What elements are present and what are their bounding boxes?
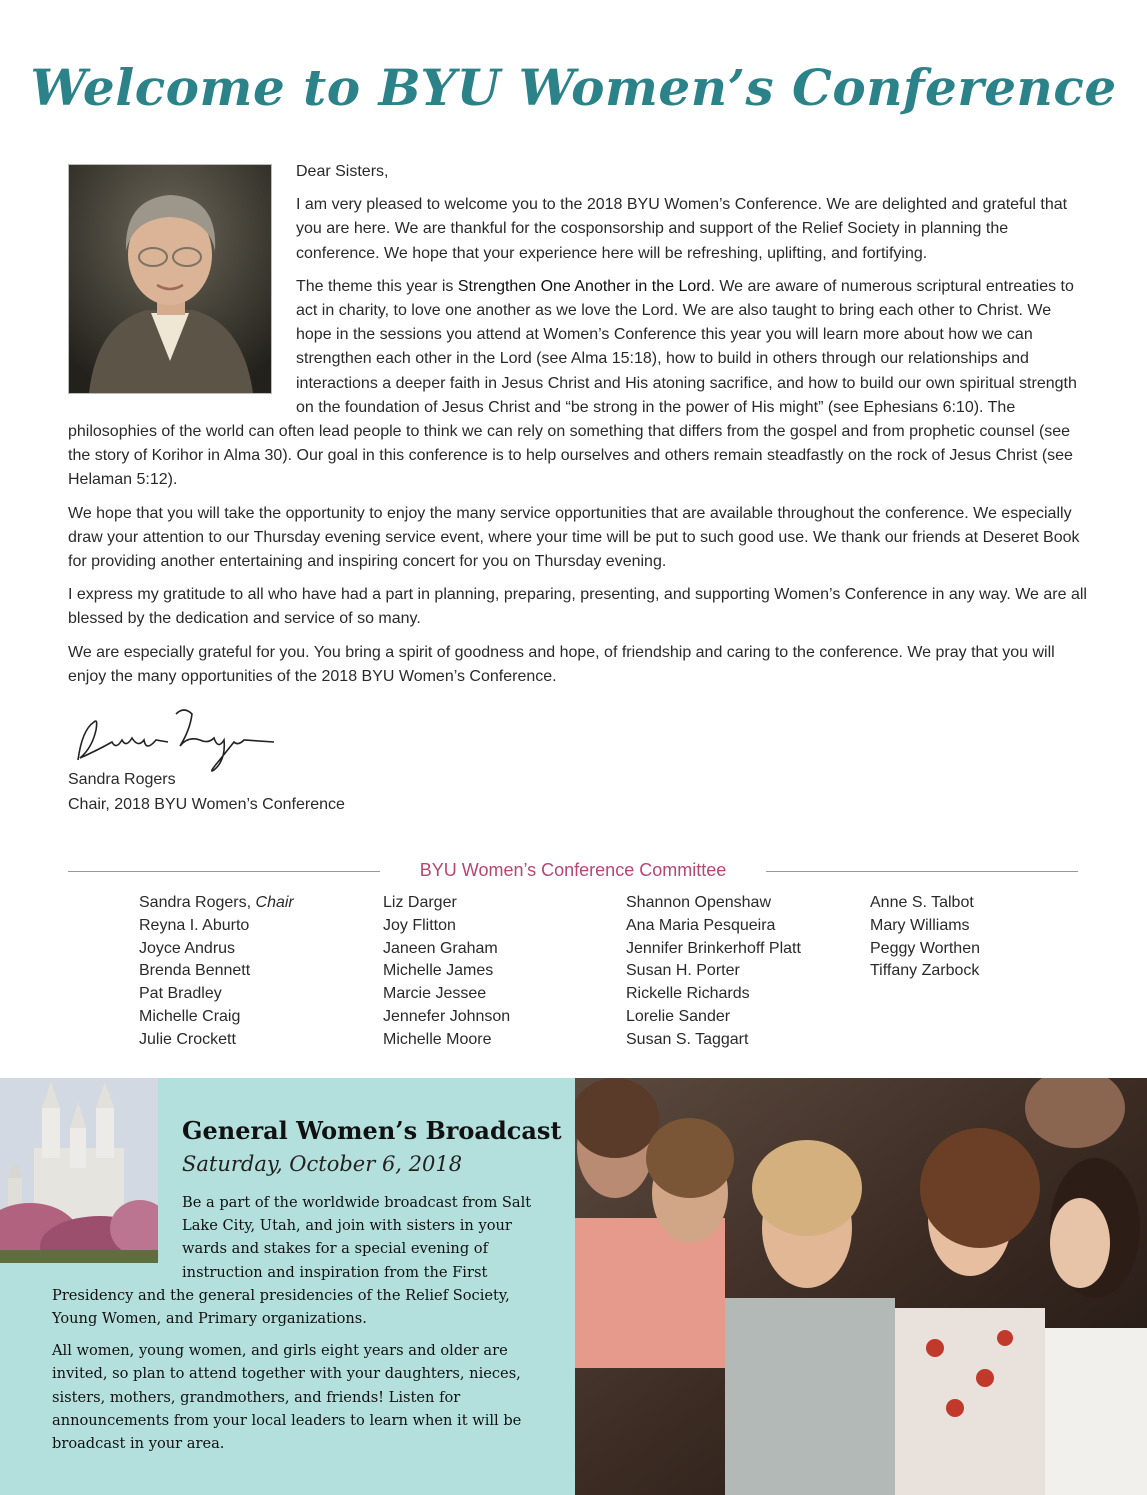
broadcast-date: Saturday, October 6, 2018 <box>182 1152 463 1176</box>
committee-member: Michelle Craig <box>139 1007 241 1025</box>
committee-member: Ana Maria Pesqueira <box>626 916 776 934</box>
broadcast-paragraph-1: Be a part of the worldwide broadcast from Salt Lake City, Utah, and join with sisters in your wards and stakes for a special evening of instruction and inspiration from the First Presidency and the general presidencies of the Relief Society, Young Women, and Primary organizations. <box>52 1194 532 1328</box>
committee-member: Michelle James <box>383 962 494 980</box>
committee-member: Susan H. Porter <box>626 962 740 980</box>
committee-member: Anne S. Talbot <box>870 894 974 911</box>
signer-title: Chair, 2018 BYU Women’s Conference <box>68 796 345 813</box>
committee-member: Marcie Jessee <box>383 985 487 1003</box>
committee-heading <box>68 858 1078 884</box>
committee-member: Janeen Graham <box>383 939 498 957</box>
committee-member: Rickelle Richards <box>626 985 750 1003</box>
committee-column-3 <box>626 892 866 1052</box>
committee-member: Reyna I. Aburto <box>139 916 250 934</box>
letter-paragraph-2: The theme this year is Strengthen One Another in the Lord. We are aware of numerous scriptural entreaties to act in charity, to love one another as we love the Lord. We are also taught to bring each other to Christ. We hope in the sessions you attend at Women’s Conference this year you will learn more about how we can strengthen each other in the Lord (see Alma 15:18), how to build in others through our relationships and interactions a deeper faith in Jesus Christ and His atoning sacrifice, and how to build our own spiritual strength on the foundation of Jesus Christ and “be strong in the power of His might” (see Ephesians 6:10). The philosophies of the world can often lead people to think we can rely on something that differs from the gospel and from prophetic counsel (see the story of Korihor in Alma 30). Our goal in this conference is to help ourselves and others remain steadfastly on the rock of Jesus Christ (see Helaman 5:12). <box>68 277 1077 489</box>
committee-column-1 <box>139 892 379 1052</box>
committee-member: Mary Williams <box>870 916 970 934</box>
committee-member: Joyce Andrus <box>139 939 236 957</box>
welcome-letter <box>68 160 1088 698</box>
broadcast-text <box>52 1191 552 1464</box>
page-title: Welcome to BYU Women’s Conference <box>30 58 1117 117</box>
committee-column-4 <box>870 892 1110 983</box>
broadcast-title: General Women’s Broadcast <box>182 1116 562 1145</box>
signer-name: Sandra Rogers <box>68 771 176 788</box>
audience-photo <box>575 1078 1147 1495</box>
conference-theme: Strengthen One Another in the Lord <box>457 277 711 295</box>
salutation: Dear Sisters, <box>296 163 389 180</box>
committee-member: Tiffany Zarbock <box>870 962 980 980</box>
committee-member: Julie Crockett <box>139 1030 236 1048</box>
committee-heading-label: BYU Women’s Conference Committee <box>408 860 738 880</box>
committee-member: Lorelie Sander <box>626 1007 731 1025</box>
committee-member: Shannon Openshaw <box>626 894 771 911</box>
committee-member: Sandra Rogers, Chair <box>139 894 294 911</box>
letter-paragraph-5: We are especially grateful for you. You bring a spirit of goodness and hope, of friendship and caring to the conference. We pray that you will enjoy the many opportunities of the 2018 BYU Women’s Conference. <box>68 643 1055 685</box>
committee-member: Brenda Bennett <box>139 962 251 980</box>
broadcast-paragraph-2: All women, young women, and girls eight years and older are invited, so plan to attend together with your daughters, nieces, sisters, mothers, grandmothers, and friends! Listen for announcements from your local leaders to learn when it will be broadcast in your area. <box>52 1342 522 1453</box>
letter-paragraph-3: We hope that you will take the opportunity to enjoy the many service opportunities that are available throughout the conference. We especially draw your attention to our Thursday evening service event, where your time will be put to such good use. We thank our friends at Deseret Book for providing another entertaining and inspiring concert for you on Thursday evening. <box>68 504 1080 571</box>
committee-member: Liz Darger <box>383 894 457 911</box>
committee-column-2 <box>383 892 623 1052</box>
committee-member: Susan S. Taggart <box>626 1030 749 1048</box>
committee-member: Peggy Worthen <box>870 939 980 957</box>
broadcast-section <box>0 1078 1147 1495</box>
committee-member: Joy Flitton <box>383 916 456 934</box>
committee-member: Michelle Moore <box>383 1030 492 1048</box>
letter-paragraph-1: I am very pleased to welcome you to the 2018 BYU Women’s Conference. We are delighted and grateful that you are here. We are thankful for the cosponsorship and support of the Relief Society in planning the conference. We hope that your experience here will be refreshing, uplifting, and fortifying. <box>296 196 1068 262</box>
committee-member: Jennefer Johnson <box>383 1007 511 1025</box>
broadcast-panel <box>0 1078 575 1495</box>
committee-member: Jennifer Brinkerhoff Platt <box>626 939 801 957</box>
letter-paragraph-4: I express my gratitude to all who have had a part in planning, preparing, presenting, and supporting Women’s Conference in any way. We are all blessed by the dedication and service of so many. <box>68 586 1087 628</box>
committee-member: Pat Bradley <box>139 985 222 1003</box>
